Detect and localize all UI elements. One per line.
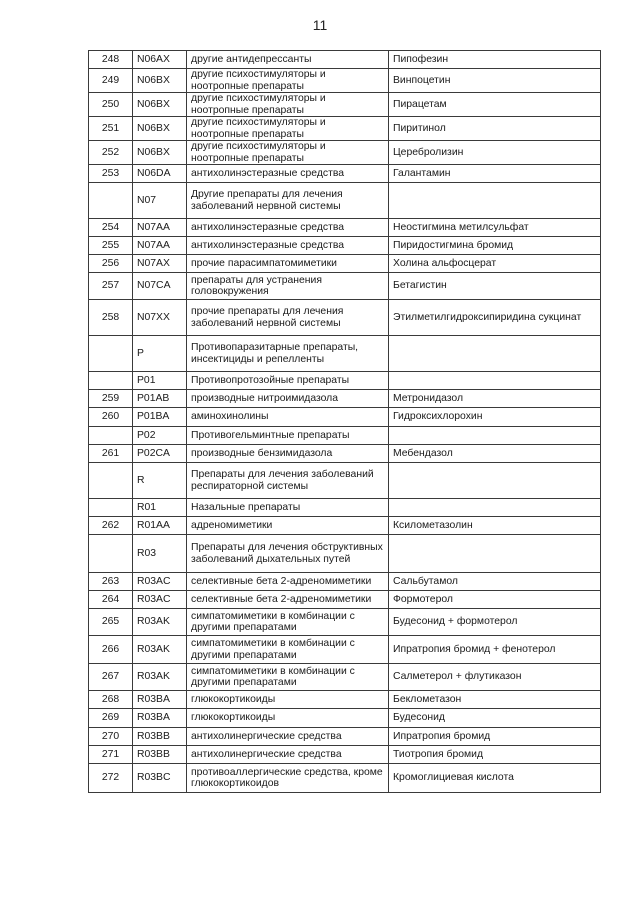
table-row xyxy=(89,117,601,141)
row-number: 262 xyxy=(89,517,133,535)
row-number: 264 xyxy=(89,591,133,609)
row-number xyxy=(89,427,133,445)
atc-code: N06BX xyxy=(133,93,187,117)
atc-code: R03 xyxy=(133,535,187,573)
pharmacological-group: Противогельминтные препараты xyxy=(187,427,389,445)
atc-code: P02 xyxy=(133,427,187,445)
drug-name xyxy=(389,427,601,445)
atc-code: R03BC xyxy=(133,764,187,793)
table-row xyxy=(89,219,601,237)
atc-code: N06BX xyxy=(133,141,187,165)
table-row xyxy=(89,691,601,709)
pharmacological-group: антихолинэстеразные средства xyxy=(187,165,389,183)
table-row xyxy=(89,445,601,463)
pharmacological-group: прочие препараты для лечения заболеваний нервной системы xyxy=(187,300,389,336)
drug-name: Этилметилгидроксипиридина сукцинат xyxy=(389,300,601,336)
row-number: 265 xyxy=(89,609,133,636)
row-number: 254 xyxy=(89,219,133,237)
drug-name: Будесонид xyxy=(389,709,601,728)
table-row xyxy=(89,463,601,499)
drug-name: Холина альфосцерат xyxy=(389,255,601,273)
table-row xyxy=(89,535,601,573)
pharmacological-group: адреномиметики xyxy=(187,517,389,535)
drug-name: Пипофезин xyxy=(389,51,601,69)
row-number xyxy=(89,183,133,219)
table-row xyxy=(89,609,601,636)
pharmacological-group: антихолинергические средства xyxy=(187,728,389,746)
atc-code: N07 xyxy=(133,183,187,219)
pharmacological-group: другие психостимуляторы и ноотропные препараты xyxy=(187,93,389,117)
row-number: 258 xyxy=(89,300,133,336)
drug-name: Ипратропия бромид xyxy=(389,728,601,746)
atc-code: R01 xyxy=(133,499,187,517)
row-number: 257 xyxy=(89,273,133,300)
atc-code: R03BA xyxy=(133,709,187,728)
pharmacological-group: селективные бета 2-адреномиметики xyxy=(187,591,389,609)
pharmacological-group: антихолинэстеразные средства xyxy=(187,219,389,237)
drug-name: Пиритинол xyxy=(389,117,601,141)
atc-code: N07AA xyxy=(133,219,187,237)
table-row xyxy=(89,273,601,300)
drug-name: Кромоглициевая кислота xyxy=(389,764,601,793)
pharmacological-group: глюкокортикоиды xyxy=(187,709,389,728)
atc-code: N06BX xyxy=(133,117,187,141)
pharmacological-group: антихолинергические средства xyxy=(187,746,389,764)
drug-name: Галантамин xyxy=(389,165,601,183)
atc-code: R03AK xyxy=(133,664,187,691)
pharmacological-group: симпатомиметики в комбинации с другими препаратами xyxy=(187,664,389,691)
row-number xyxy=(89,372,133,390)
table-row xyxy=(89,372,601,390)
row-number xyxy=(89,463,133,499)
atc-code: N06DA xyxy=(133,165,187,183)
table-row xyxy=(89,336,601,372)
table-row xyxy=(89,93,601,117)
drug-name: Сальбутамол xyxy=(389,573,601,591)
pharmacological-group: Препараты для лечения обструктивных заболеваний дыхательных путей xyxy=(187,535,389,573)
atc-code: R03AC xyxy=(133,573,187,591)
row-number: 269 xyxy=(89,709,133,728)
row-number: 253 xyxy=(89,165,133,183)
table-row xyxy=(89,573,601,591)
table-row xyxy=(89,427,601,445)
row-number: 256 xyxy=(89,255,133,273)
drug-name: Мебендазол xyxy=(389,445,601,463)
pharmacological-group: препараты для устранения головокружения xyxy=(187,273,389,300)
table-row xyxy=(89,709,601,728)
atc-code: N06BX xyxy=(133,69,187,93)
pharmacological-group: другие психостимуляторы и ноотропные препараты xyxy=(187,69,389,93)
table-row xyxy=(89,664,601,691)
atc-code: P xyxy=(133,336,187,372)
table-row xyxy=(89,746,601,764)
table-row xyxy=(89,499,601,517)
table-row xyxy=(89,764,601,793)
pharmacological-group: Противопротозойные препараты xyxy=(187,372,389,390)
table-row xyxy=(89,636,601,664)
row-number: 271 xyxy=(89,746,133,764)
row-number: 248 xyxy=(89,51,133,69)
drug-name: Винпоцетин xyxy=(389,69,601,93)
table-row xyxy=(89,141,601,165)
row-number: 266 xyxy=(89,636,133,664)
row-number: 263 xyxy=(89,573,133,591)
atc-code: P01AB xyxy=(133,390,187,408)
pharmacological-group: аминохинолины xyxy=(187,408,389,427)
atc-code: N07AX xyxy=(133,255,187,273)
page-number: 11 xyxy=(312,17,328,33)
drug-name: Тиотропия бромид xyxy=(389,746,601,764)
drug-name: Метронидазол xyxy=(389,390,601,408)
row-number xyxy=(89,535,133,573)
table-row xyxy=(89,300,601,336)
drug-name: Церебролизин xyxy=(389,141,601,165)
table-row xyxy=(89,165,601,183)
atc-code: R03AK xyxy=(133,636,187,664)
table-row xyxy=(89,69,601,93)
drug-name: Салметерол + флутиказон xyxy=(389,664,601,691)
pharmacological-group: антихолинэстеразные средства xyxy=(187,237,389,255)
pharmacological-group: симпатомиметики в комбинации с другими препаратами xyxy=(187,636,389,664)
row-number: 260 xyxy=(89,408,133,427)
drug-name: Будесонид + формотерол xyxy=(389,609,601,636)
table-row xyxy=(89,51,601,69)
atc-code: R xyxy=(133,463,187,499)
drug-table-body xyxy=(89,51,601,793)
pharmacological-group: прочие парасимпатомиметики xyxy=(187,255,389,273)
row-number: 272 xyxy=(89,764,133,793)
drug-name xyxy=(389,463,601,499)
drug-name: Ипратропия бромид + фенотерол xyxy=(389,636,601,664)
table-row xyxy=(89,517,601,535)
atc-code: R01AA xyxy=(133,517,187,535)
pharmacological-group: симпатомиметики в комбинации с другими препаратами xyxy=(187,609,389,636)
row-number: 252 xyxy=(89,141,133,165)
pharmacological-group: Противопаразитарные препараты, инсектициды и репелленты xyxy=(187,336,389,372)
row-number: 267 xyxy=(89,664,133,691)
drug-name: Беклометазон xyxy=(389,691,601,709)
drug-table xyxy=(88,50,601,793)
drug-name xyxy=(389,183,601,219)
pharmacological-group: производные бензимидазола xyxy=(187,445,389,463)
drug-name xyxy=(389,336,601,372)
table-row xyxy=(89,255,601,273)
atc-code: R03AK xyxy=(133,609,187,636)
atc-code: N07AA xyxy=(133,237,187,255)
pharmacological-group: противоаллергические средства, кроме глюкокортикоидов xyxy=(187,764,389,793)
row-number xyxy=(89,499,133,517)
pharmacological-group: селективные бета 2-адреномиметики xyxy=(187,573,389,591)
drug-name: Бетагистин xyxy=(389,273,601,300)
row-number: 255 xyxy=(89,237,133,255)
row-number: 259 xyxy=(89,390,133,408)
table-row xyxy=(89,390,601,408)
atc-code: N06AX xyxy=(133,51,187,69)
row-number: 251 xyxy=(89,117,133,141)
table-row xyxy=(89,183,601,219)
pharmacological-group: другие психостимуляторы и ноотропные препараты xyxy=(187,117,389,141)
table-row xyxy=(89,591,601,609)
table-row xyxy=(89,728,601,746)
row-number xyxy=(89,336,133,372)
drug-name xyxy=(389,372,601,390)
row-number: 268 xyxy=(89,691,133,709)
drug-name: Пирацетам xyxy=(389,93,601,117)
atc-code: P01 xyxy=(133,372,187,390)
pharmacological-group: другие антидепрессанты xyxy=(187,51,389,69)
atc-code: P01BA xyxy=(133,408,187,427)
pharmacological-group: глюкокортикоиды xyxy=(187,691,389,709)
row-number: 261 xyxy=(89,445,133,463)
drug-name: Пиридостигмина бромид xyxy=(389,237,601,255)
drug-name xyxy=(389,535,601,573)
pharmacological-group: Препараты для лечения заболеваний респираторной системы xyxy=(187,463,389,499)
row-number: 249 xyxy=(89,69,133,93)
atc-code: R03BA xyxy=(133,691,187,709)
pharmacological-group: производные нитроимидазола xyxy=(187,390,389,408)
atc-code: R03AC xyxy=(133,591,187,609)
atc-code: R03BB xyxy=(133,728,187,746)
atc-code: N07XX xyxy=(133,300,187,336)
pharmacological-group: Другие препараты для лечения заболеваний нервной системы xyxy=(187,183,389,219)
drug-name: Формотерол xyxy=(389,591,601,609)
atc-code: N07CA xyxy=(133,273,187,300)
table-row xyxy=(89,408,601,427)
row-number: 270 xyxy=(89,728,133,746)
table-row xyxy=(89,237,601,255)
pharmacological-group: другие психостимуляторы и ноотропные препараты xyxy=(187,141,389,165)
drug-name: Неостигмина метилсульфат xyxy=(389,219,601,237)
drug-name: Ксилометазолин xyxy=(389,517,601,535)
drug-name xyxy=(389,499,601,517)
atc-code: R03BB xyxy=(133,746,187,764)
row-number: 250 xyxy=(89,93,133,117)
pharmacological-group: Назальные препараты xyxy=(187,499,389,517)
drug-name: Гидроксихлорохин xyxy=(389,408,601,427)
atc-code: P02CA xyxy=(133,445,187,463)
